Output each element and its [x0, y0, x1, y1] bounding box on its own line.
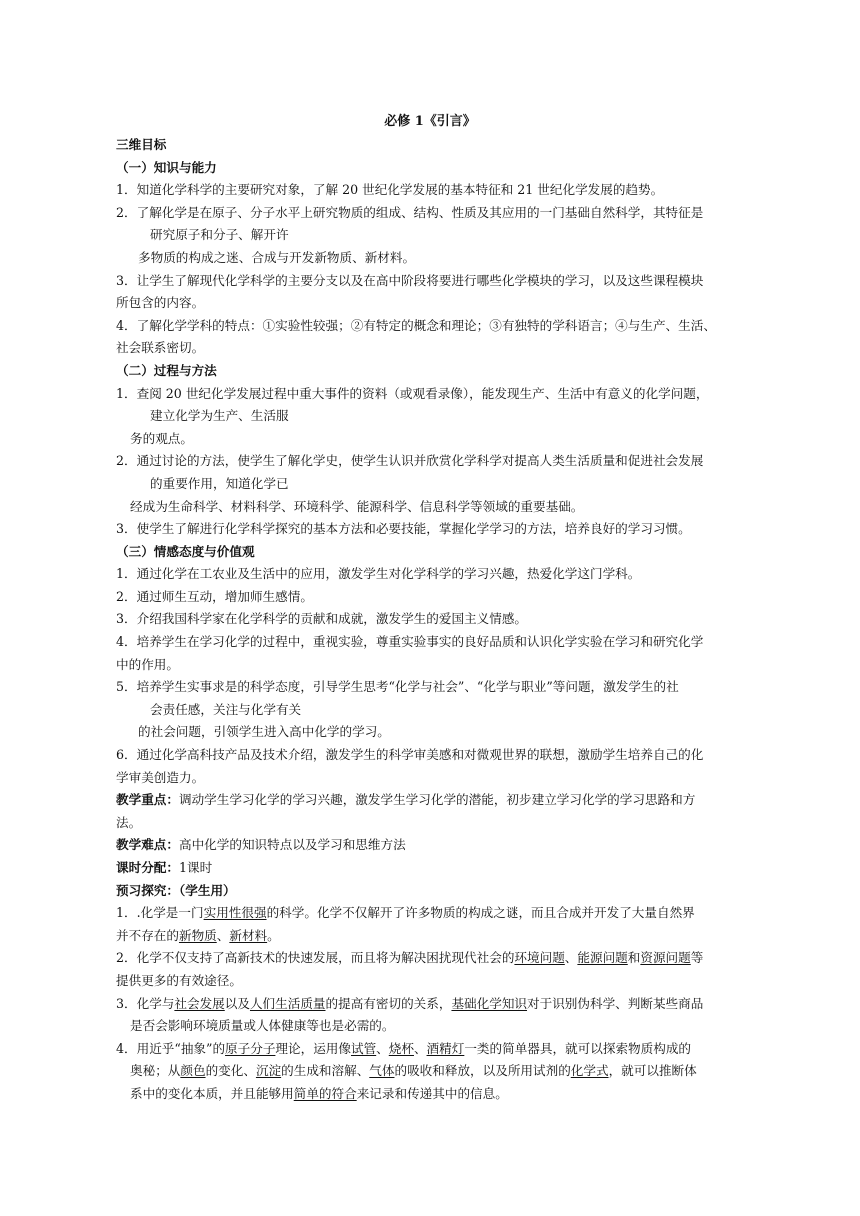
knowledge-item-2-line-3: 多物质的构成之迷、合成与开发新物质、新材料。 [138, 249, 416, 265]
teaching-difficulty-label: 教学难点： [116, 837, 179, 853]
preview-text: 。 [267, 927, 280, 943]
attitude-item-2: 2．通过师生互动，增加师生感情。 [116, 588, 313, 604]
preview-item-4-line-2 [116, 1060, 736, 1083]
fill-blank-answer: 环境问题 [514, 950, 565, 966]
preview-text: ，就可以推断体 [608, 1063, 697, 1079]
class-hours-label: 课时分配： [116, 860, 179, 875]
fill-blank-answer: 能源问题 [577, 950, 628, 966]
document-title: 必修 1《引言》 [384, 114, 476, 129]
section-attitude-heading: （三）情感态度与价值观 [116, 543, 255, 559]
fill-blank-answer: 基础化学知识 [451, 995, 528, 1011]
knowledge-item-3-line-1: 3．让学生了解现代化学科学的主要分支以及在高中阶段将要进行哪些化学模块的学习，以及这些课程模块 [116, 272, 704, 288]
fill-blank-answer: 烧杯 [388, 1040, 414, 1056]
process-item-2-line-3: 经成为生命科学、材料科学、环境科学、能源科学、信息科学等领域的重要基础。 [130, 498, 584, 514]
knowledge-item-4-line-1: 4．了解化学学科的特点：①实验性较强；②有特定的概念和理论；③有独特的学科语言；④与生产、生活、 [116, 317, 716, 333]
process-item-1-line-3: 务的观点。 [130, 430, 193, 446]
fill-blank-answer: 资源问题 [640, 950, 691, 966]
process-item-2-line-1: 2．通过讨论的方法，使学生了解化学史，使学生认识并欣赏化学科学对提高人类生活质量和促进社会发展 [116, 453, 704, 469]
preview-text: 的生成和溶解、 [281, 1063, 370, 1079]
preview-heading: 预习探究：（学生用） [116, 882, 236, 898]
preview-text: 一类的简单器具，就可以探索物质构成的 [464, 1040, 692, 1056]
fill-blank-answer: 人们生活质量 [249, 995, 326, 1011]
attitude-item-4-line-2: 中的作用。 [116, 656, 179, 672]
document-body [116, 134, 736, 1106]
preview-text: 2．化学不仅支持了高新技术的快速发展，而且将为解决困扰现代社会的 [116, 950, 515, 966]
attitude-item-5-line-3: 的社会问题，引领学生进入高中化学的学习。 [138, 724, 390, 740]
section-knowledge-heading: （一）知识与能力 [116, 159, 217, 175]
knowledge-item-1: 1．知道化学科学的主要研究对象，了解 20 世纪化学发展的基本特征和 21 世纪化学发展的趋势。 [116, 182, 664, 198]
preview-text: 、 [216, 927, 230, 943]
process-item-3: 3．使学生了解进行化学科学探究的基本方法和必要技能，掌握化学学习的方法，培养良好的学习习惯。 [116, 521, 691, 537]
process-item-1-line-1: 1．查阅 20 世纪化学发展过程中重大事件的资料（或观看录像），能发现生产、生活中有意义的化学问题， [116, 385, 709, 401]
fill-blank-answer: 试管 [350, 1040, 377, 1056]
preview-text: 3．化学与 [116, 995, 175, 1011]
preview-item-3-line-1 [116, 993, 736, 1016]
class-hours-text: 1课时 [178, 860, 213, 875]
fill-blank-answer: 酒精灯 [426, 1040, 465, 1056]
preview-item-1-line-2 [116, 925, 736, 948]
preview-item-3-line-2: 是否会影响环境质量或人体健康等也是必需的。 [130, 1018, 395, 1034]
section-process-heading: （二）过程与方法 [116, 362, 217, 378]
preview-item-4-line-3 [116, 1083, 736, 1106]
teaching-key-text-line-2: 法。 [116, 814, 142, 830]
teaching-difficulty [116, 834, 736, 857]
fill-blank-answer: 新材料 [229, 927, 268, 943]
fill-blank-answer: 沉淀 [255, 1063, 282, 1079]
fill-blank-answer: 社会发展 [174, 995, 225, 1011]
attitude-item-5-line-2: 会责任感，关注与化学有关 [150, 701, 302, 717]
process-item-2-line-2: 的重要作用，知道化学已 [150, 475, 289, 491]
knowledge-item-3-line-2: 所包含的内容。 [116, 295, 205, 311]
fill-blank-answer: 化学式 [570, 1063, 609, 1079]
process-item-1-line-2: 建立化学为生产、生活服 [150, 408, 289, 424]
goals-heading: 三维目标 [116, 137, 167, 152]
attitude-item-1: 1．通过化学在工农业及生活中的应用，激发学生对化学科学的学习兴趣，热爱化学这门学科。 [116, 566, 641, 582]
preview-text: 并不存在的 [116, 927, 179, 943]
knowledge-item-2-line-1: 2．了解化学是在原子、分子水平上研究物质的组成、结构、性质及其应用的一门基础自然科学，其特征是 [116, 204, 704, 220]
preview-item-4-line-1 [116, 1038, 736, 1061]
preview-text: 等 [690, 950, 704, 966]
fill-blank-answer: 气体 [369, 1063, 395, 1079]
preview-text: 、 [376, 1040, 389, 1056]
teaching-key-label: 教学重点： [116, 792, 179, 808]
fill-blank-answer: 颜色 [180, 1063, 206, 1079]
class-hours [116, 857, 736, 880]
preview-text: 的吸收和释放，以及所用试剂的 [394, 1063, 571, 1079]
knowledge-item-2-line-2: 研究原子和分子、解开许 [150, 227, 289, 243]
preview-text: 奥秘；从 [130, 1063, 181, 1079]
attitude-item-3: 3．介绍我国科学家在化学科学的贡献和成就，激发学生的爱国主义情感。 [116, 611, 528, 627]
knowledge-item-4-line-2: 社会联系密切。 [116, 340, 205, 356]
preview-text: 对于识别伪科学、判断某些商品 [527, 995, 704, 1011]
preview-item-1-line-1 [116, 902, 736, 925]
fill-blank-answer: 原子分子 [225, 1040, 276, 1056]
preview-text: 4．用近乎“抽象”的 [116, 1040, 226, 1056]
attitude-item-5-line-1: 5．培养学生实事求是的科学态度，引导学生思考“化学与社会”、“化学与职业”等问题，激发学生的社 [116, 679, 679, 695]
teaching-key-points [116, 789, 736, 812]
preview-text: 、 [564, 950, 578, 966]
attitude-item-4-line-1: 4．培养学生在学习化学的过程中，重视实验，尊重实验事实的良好品质和认识化学实验在学习和研究化学 [116, 634, 704, 650]
preview-text: 的科学。化学不仅解开了许多物质的构成之谜，而且合成并开发了大量自然界 [266, 905, 695, 921]
fill-blank-answer: 新物质 [178, 927, 217, 943]
fill-blank-answer: 简单的符合 [293, 1085, 357, 1101]
preview-text: 和 [627, 950, 641, 966]
preview-text: 系中的变化本质，并且能够用 [130, 1085, 294, 1101]
preview-text: 理论，运用像 [275, 1040, 351, 1056]
fill-blank-answer: 实用性很强 [203, 905, 267, 921]
preview-text: 、 [413, 1040, 427, 1056]
preview-text: 来记录和传递其中的信息。 [356, 1085, 508, 1101]
preview-item-2-line-1 [116, 947, 736, 970]
teaching-difficulty-text: 高中化学的知识特点以及学习和思维方法 [178, 837, 406, 853]
preview-text: 的提高有密切的关系， [325, 995, 452, 1011]
attitude-item-6-line-1: 6．通过化学高科技产品及技术介绍，激发学生的科学审美感和对微观世界的联想，激励学生培养自己的化 [116, 747, 704, 763]
teaching-key-text: 调动学生学习化学的学习兴趣，激发学生学习化学的潜能，初步建立学习化学的学习思路和方 [178, 792, 696, 808]
preview-item-2-line-2: 提供更多的有效途径。 [116, 972, 242, 988]
preview-text: 的变化、 [205, 1063, 256, 1079]
preview-text: 以及 [224, 995, 250, 1011]
attitude-item-6-line-2: 学审美创造力。 [116, 769, 205, 785]
preview-text: 1．.化学是一门 [116, 905, 204, 921]
